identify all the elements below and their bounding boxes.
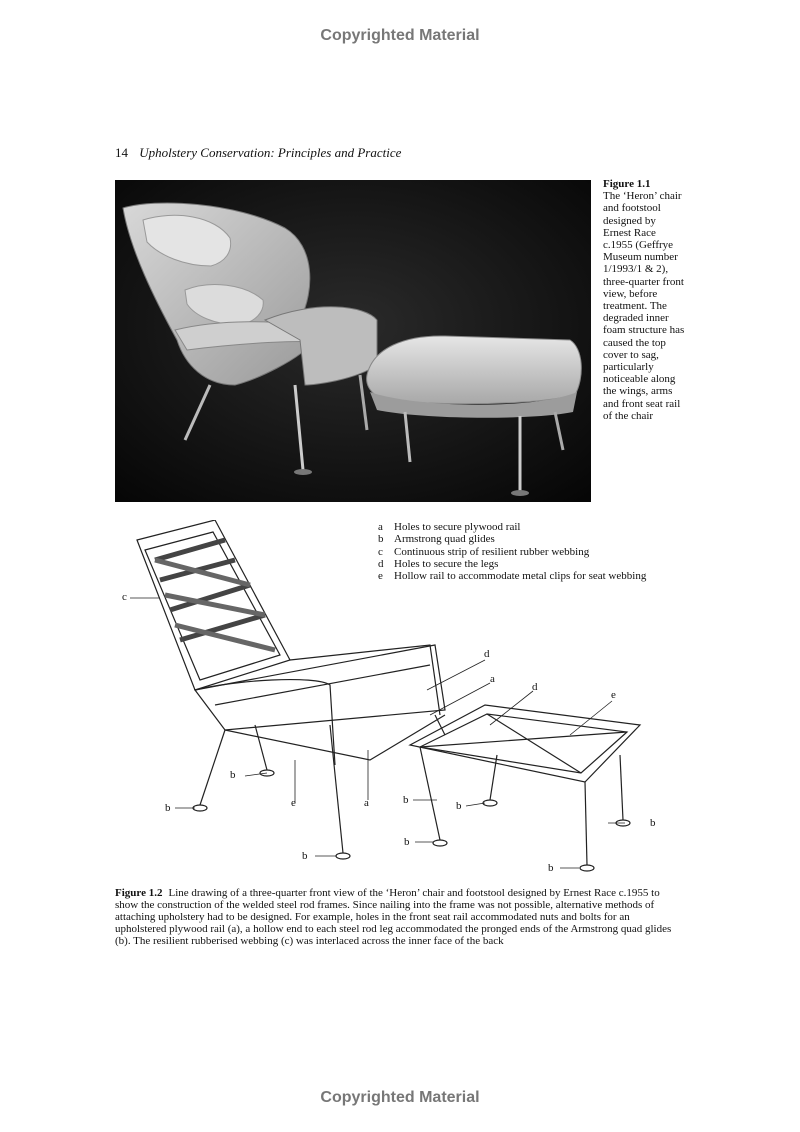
page-number: 14 bbox=[115, 145, 128, 160]
label-d-stool: d bbox=[532, 681, 538, 693]
label-a-chair: a bbox=[490, 673, 495, 685]
label-b-3: b bbox=[403, 794, 409, 806]
label-b-2: b bbox=[165, 802, 171, 814]
figure-1-2-legend bbox=[378, 521, 646, 582]
figure-1-2-label: Figure 1.2 bbox=[115, 887, 163, 899]
legend-item: c Continuous strip of resilient rubber webbing bbox=[378, 545, 590, 558]
label-d-chair: d bbox=[484, 648, 490, 660]
label-a-rail: a bbox=[364, 797, 369, 809]
label-b-5: b bbox=[650, 817, 656, 829]
label-e-stool: e bbox=[611, 689, 616, 701]
figure-1-2-text: Line drawing of a three-quarter front view of the ‘Heron’ chair and footstool designed by Ernest Race c.1955 to show the construction of the welded steel rod frames. Since nailing into the frame was not possible, alternative methods of attaching upholstery had to be designed. For example, holes in the front seat rail accommodated nuts and bolts for an upholstered plywood rail (a), a hollow end to each steel rod leg accommodated the pronged ends of the Armstrong quad glides (b). The resilient rubberised webbing (c) was interlaced across the inner face of the back bbox=[115, 887, 672, 948]
label-b-8: b bbox=[548, 862, 554, 874]
figure-1-2-caption bbox=[115, 887, 675, 947]
figure-1-1-caption bbox=[603, 178, 685, 422]
watermark-top: Copyrighted Material bbox=[320, 27, 480, 44]
figure-1-1-photo bbox=[115, 180, 591, 502]
label-b-4: b bbox=[456, 800, 462, 812]
figure-1-1-label: Figure 1.1 bbox=[603, 178, 651, 190]
label-b-6: b bbox=[404, 836, 410, 848]
label-e-chair: e bbox=[291, 797, 296, 809]
label-b-7: b bbox=[302, 850, 308, 862]
book-title: Upholstery Conservation: Principles and Practice bbox=[139, 145, 402, 160]
legend-item: e Hollow rail to accommodate metal clips for seat webbing bbox=[378, 570, 647, 583]
label-b-1: b bbox=[230, 769, 236, 781]
running-head bbox=[115, 145, 401, 161]
legend-item: d Holes to secure the legs bbox=[378, 557, 499, 570]
legend-item: a Holes to secure plywood rail bbox=[378, 521, 521, 533]
figure-1-1-text: The ‘Heron’ chair and footstool designed by Ernest Race c.1955 (Geffrye Museum number 1/1993/1 & 2), three-quarter front view, before treatment. The degraded inner foam structure has caused the top cover to sag, particularly noticeable along the wings, arms and front seat rail of the chair bbox=[603, 190, 685, 422]
label-c: c bbox=[122, 591, 127, 603]
watermark-bottom: Copyrighted Material bbox=[320, 1089, 480, 1106]
legend-item: b Armstrong quad glides bbox=[378, 533, 495, 546]
